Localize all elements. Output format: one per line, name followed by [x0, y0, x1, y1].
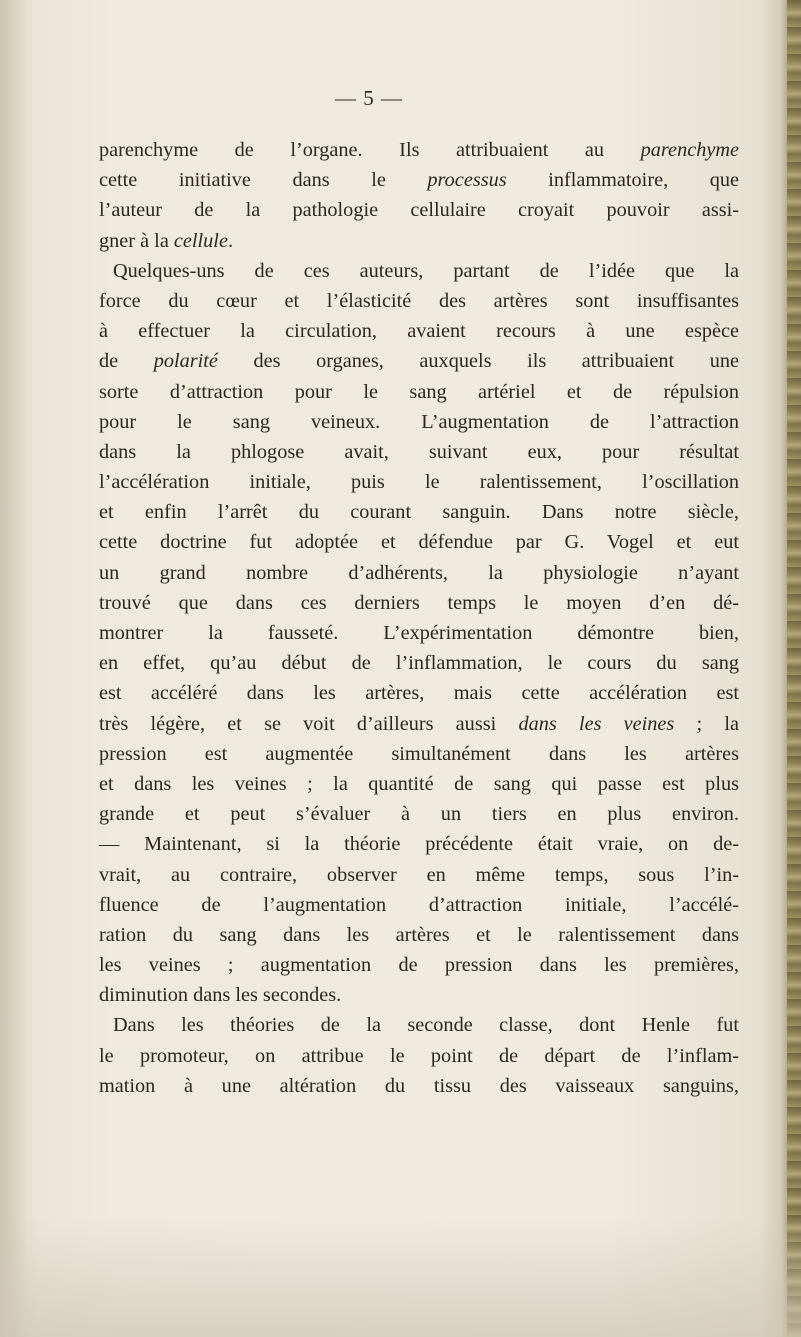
text-segment: mation à une altération du tissu des vaisseaux sanguins,: [99, 1074, 739, 1097]
text-segment: — Maintenant, si la théorie précédente était vraie, on de-: [99, 833, 739, 856]
text-segment: inflammatoire, que: [506, 169, 739, 192]
text-line: [99, 890, 739, 920]
text-line: [99, 226, 739, 256]
text-segment: vrait, au contraire, observer en même temps, sous l’in-: [99, 863, 739, 886]
text-line: [99, 950, 739, 980]
text-line: [99, 467, 739, 497]
body-text: [99, 135, 739, 1101]
text-line: [99, 739, 739, 769]
text-segment: parenchyme de l’organe. Ils attribuaient au: [99, 139, 641, 161]
text-line: [99, 980, 739, 1010]
text-segment: ; la: [674, 712, 739, 735]
text-line: [99, 497, 739, 527]
text-segment: trouvé que dans ces derniers temps le moyen d’en dé-: [99, 591, 739, 614]
italic-text: parenchyme: [640, 139, 739, 161]
text-segment: un grand nombre d’adhérents, la physiologie n’ayant: [99, 561, 739, 584]
text-line: [99, 1041, 739, 1071]
text-line: [99, 316, 739, 346]
page-right-edge: [787, 0, 801, 1337]
page-number: — 5 —: [335, 86, 403, 110]
text-segment: .: [227, 229, 234, 252]
text-segment: ration du sang dans les artères et le ralentissement dans: [99, 923, 739, 946]
text-line: [99, 527, 739, 557]
text-segment: diminution dans les secondes.: [99, 984, 342, 1007]
text-segment: les veines ; augmentation de pression dans les premières,: [99, 954, 739, 977]
text-segment: l’auteur de la pathologie cellulaire croyait pouvoir assi-: [99, 199, 739, 222]
text-line: [99, 709, 739, 739]
text-line: [99, 437, 739, 467]
text-segment: des organes, auxquels ils attribuaient une: [217, 350, 739, 373]
text-line: [99, 286, 739, 316]
text-line: [99, 407, 739, 437]
text-line: [99, 920, 739, 950]
text-line: [99, 618, 739, 648]
text-line: [99, 799, 739, 829]
text-line: [99, 1010, 739, 1040]
text-line: [99, 558, 739, 588]
text-segment: pour le sang veineux. L’augmentation de l’attraction: [99, 410, 739, 433]
text-line: [99, 829, 739, 859]
text-segment: fluence de l’augmentation d’attraction initiale, l’accélé-: [99, 893, 739, 916]
text-line: [99, 648, 739, 678]
text-line: [99, 588, 739, 618]
text-segment: très légère, et se voit d’ailleurs aussi: [99, 712, 519, 735]
text-segment: Dans les théories de la seconde classe, dont Henle fut: [113, 1014, 739, 1037]
text-segment: cette initiative dans le: [99, 169, 428, 192]
text-segment: en effet, qu’au début de l’inflammation, le cours du sang: [99, 652, 739, 675]
italic-text: polarité: [153, 350, 218, 373]
text-segment: grande et peut s’évaluer à un tiers en plus environ.: [99, 803, 739, 826]
italic-text: processus: [427, 169, 507, 192]
text-segment: Quelques-uns de ces auteurs, partant de l’idée que la: [113, 259, 739, 282]
text-segment: le promoteur, on attribue le point de départ de l’inflam-: [99, 1044, 739, 1067]
text-line: [99, 135, 739, 165]
text-segment: cette doctrine fut adoptée et défendue par G. Vogel et eut: [99, 531, 739, 554]
text-line: [99, 678, 739, 708]
italic-text: dans les veines: [518, 712, 675, 735]
text-line: [99, 346, 739, 376]
text-line: [99, 377, 739, 407]
text-line: [99, 195, 739, 225]
text-line: [99, 1071, 739, 1101]
text-line: [99, 165, 739, 195]
text-segment: est accéléré dans les artères, mais cette accélération est: [99, 682, 739, 705]
italic-text: cellule: [173, 229, 228, 252]
text-segment: gner à la: [99, 229, 174, 252]
text-segment: à effectuer la circulation, avaient recours à une espèce: [99, 320, 739, 343]
text-segment: et enfin l’arrêt du courant sanguin. Dans notre siècle,: [99, 501, 739, 524]
text-line: [99, 769, 739, 799]
text-segment: l’accélération initiale, puis le ralentissement, l’oscillation: [99, 471, 739, 494]
text-segment: pression est augmentée simultanément dans les artères: [99, 742, 739, 765]
text-segment: sorte d’attraction pour le sang artériel et de répulsion: [99, 380, 739, 403]
page-bottom-shade: [0, 1217, 801, 1337]
text-segment: de: [99, 350, 154, 373]
text-segment: force du cœur et l’élasticité des artères sont insuffisantes: [99, 289, 739, 312]
text-segment: dans la phlogose avait, suivant eux, pour résultat: [99, 440, 739, 463]
text-line: [99, 860, 739, 890]
text-segment: et dans les veines ; la quantité de sang qui passe est plus: [99, 772, 739, 795]
page-left-shadow: [0, 0, 28, 1337]
text-segment: montrer la fausseté. L’expérimentation démontre bien,: [99, 622, 739, 644]
text-line: [99, 256, 739, 286]
